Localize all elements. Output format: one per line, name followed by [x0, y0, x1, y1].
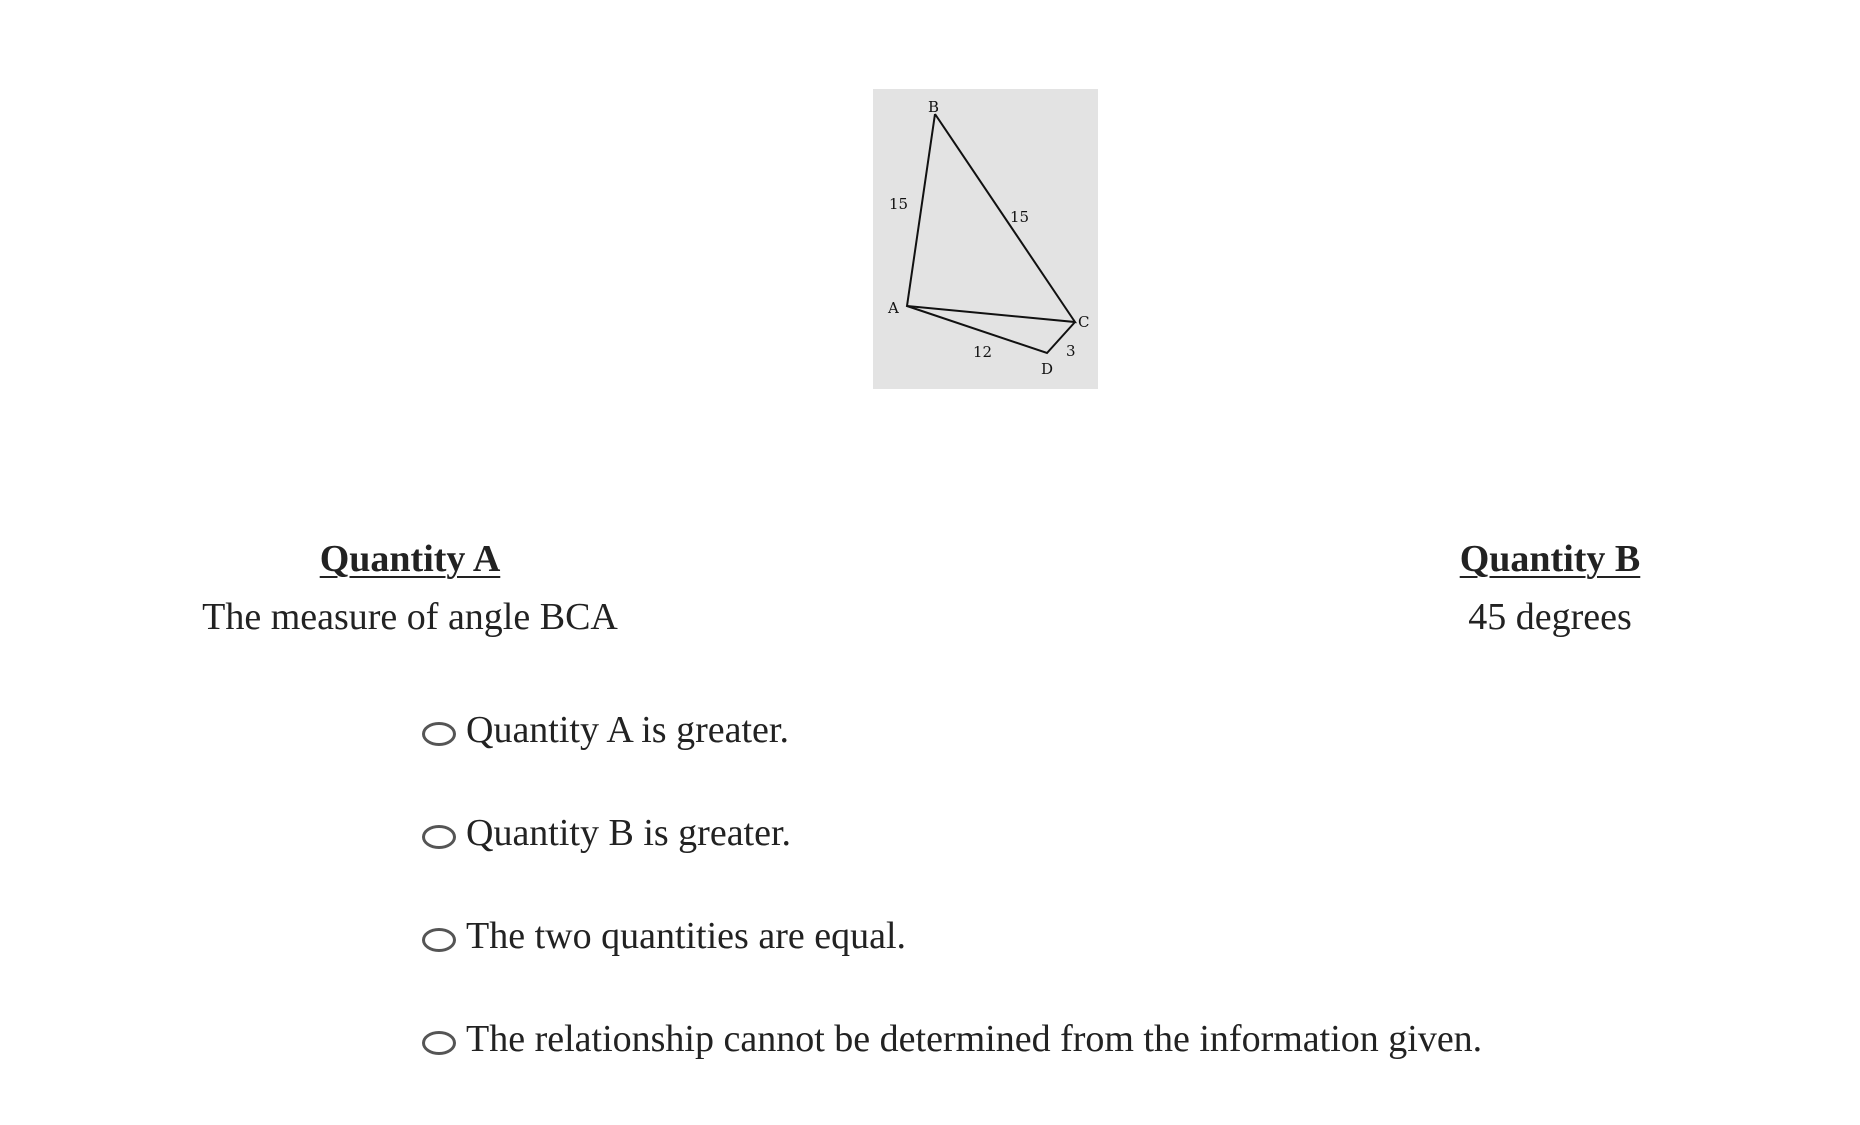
choice-quantities-equal[interactable]	[422, 913, 1722, 959]
quantity-b-value: 45 degrees	[1468, 596, 1632, 638]
quantity-a-value: The measure of angle BCA	[202, 596, 618, 638]
vertex-label-a: A	[888, 299, 899, 317]
choice-label: The two quantities are equal.	[466, 915, 907, 957]
side-label-ab: 15	[889, 195, 909, 213]
triangle-diagram	[873, 89, 1098, 389]
geometry-figure	[873, 89, 1098, 389]
vertex-label-d: D	[1041, 360, 1054, 378]
choice-label: Quantity A is greater.	[466, 709, 789, 751]
side-label-bc: 15	[1010, 208, 1030, 226]
choice-cannot-be-determined[interactable]	[422, 1016, 1722, 1062]
radio-button[interactable]	[422, 1031, 456, 1055]
quantity-a-header: Quantity A	[319, 538, 501, 580]
quantity-b-header: Quantity B	[1459, 538, 1641, 580]
choice-label: The relationship cannot be determined from the information given.	[466, 1018, 1483, 1060]
answer-choices	[422, 707, 1722, 1119]
radio-button[interactable]	[422, 825, 456, 849]
choice-quantity-a-greater[interactable]	[422, 707, 1722, 753]
side-label-dc: 3	[1066, 342, 1076, 360]
radio-button[interactable]	[422, 722, 456, 746]
vertex-label-c: C	[1078, 313, 1090, 331]
choice-label: Quantity B is greater.	[466, 812, 792, 854]
side-label-ad: 12	[973, 343, 993, 361]
choice-quantity-b-greater[interactable]	[422, 810, 1722, 856]
radio-button[interactable]	[422, 928, 456, 952]
triangle-abc	[907, 114, 1075, 322]
vertex-label-b: B	[928, 98, 940, 116]
